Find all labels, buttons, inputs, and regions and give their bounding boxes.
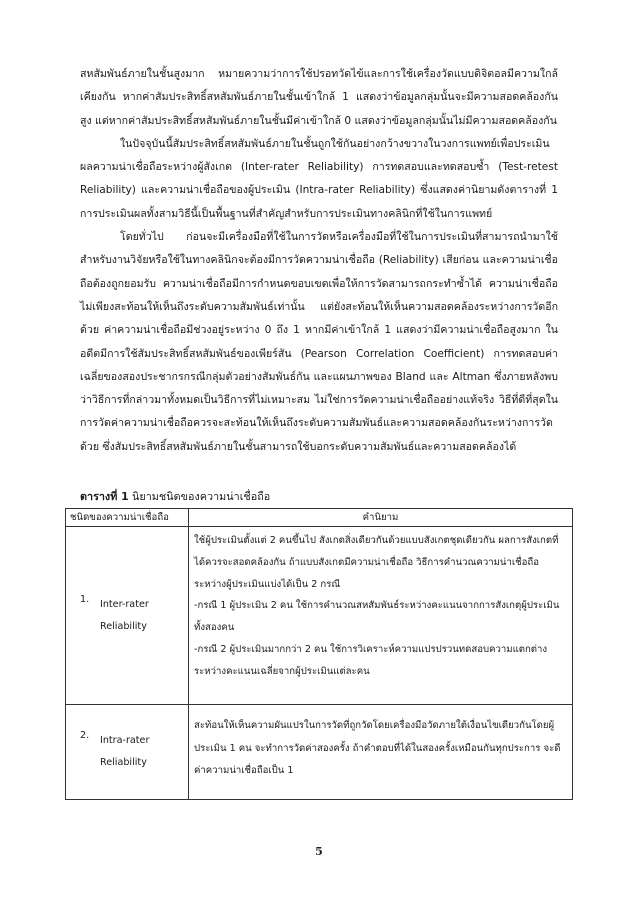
table-row	[66, 705, 573, 800]
definition-line: สะท้อนให้เห็นความผันแปรในการวัดที่ถูกวัดโดยเครื่องมือวัดภายใต้เงื่อนไขเดียวกันโดยผู้ประเมิน 1 คน จะทำการวัดค่าสองครั้ง ถ้าคำตอบที่ได้ในสองครั้งเหมือนกันทุกประการ จะดีค่าความน่าเชื่อถือเป็น 1	[194, 720, 561, 776]
table-caption-text: นิยามชนิดของความน่าเชื่อถือ	[128, 490, 271, 503]
page-number: 5	[315, 845, 323, 858]
type-name-line1: Inter-rater	[100, 598, 149, 610]
definition-line: -กรณี 2 ผู้ประเมินมากกว่า 2 คน ใช้การวิเคราะห์ความแปรปรวนทดสอบความแตกต่างระหว่างคะแนนเฉลี่ยจากผู้ประเมินแต่ละคน	[194, 643, 548, 677]
type-cell	[66, 527, 189, 705]
definition-cell	[189, 705, 573, 800]
paragraph-1: สหสัมพันธ์ภายในชั้นสูงมาก หมายความว่าการใช้ปรอทวัดไข้และการใช้เครื่องวัดแบบดิจิตอลมีความใกล้เคียงกัน หากค่าสัมประสิทธิ์สหสัมพันธ์ภายในชั้นเข้าใกล้ 1 แสดงว่าข้อมูลกลุ่มนั้นจะมีความสอดคล้องกันสูง แต่หากค่าสัมประสิทธิ์สหสัมพันธ์ภายในชั้นมีค่าเข้าใกล้ 0 แสดงว่าข้อมูลกลุ่มนั้นไม่มีความสอดคล้องกัน	[80, 68, 558, 127]
type-name-line1: Intra-rater	[100, 735, 150, 746]
definition-line: -กรณี 1 ผู้ประเมิน 2 คน ใช้การคำนวณสหสัมพันธ์ระหว่างคะแนนจากการสังเกตุผู้ประเมินทั้งสองคน	[194, 600, 560, 634]
header-definition: คำนิยาม	[189, 509, 573, 527]
table-header-row	[66, 509, 573, 527]
type-name-line2: Reliability	[100, 620, 147, 632]
table-caption-label: ตารางที่ 1	[80, 490, 129, 503]
table-row	[66, 527, 573, 705]
paragraph-3: โดยทั่วไป ก่อนจะมีเครื่องมือที่ใช้ในการวัดหรือเครื่องมือที่ใช้ในการประเมินที่สามารถนำมาใช้สำหรับงานวิจัยหรือใช้ในทางคลินิกจะต้องมีการวัดความน่าเชื่อถือ (Reliability) เสียก่อน และความน่าเชื่อถือต้องถูกยอมรับ ความน่าเชื่อถือมีการกำหนดขอบเขตเพื่อให้การวัดสามารถกระทำซ้ำได้ ความน่าเชื่อถือไม่เพียงสะท้อนให้เห็นถึงระดับความสัมพันธ์เท่านั้น แต่ยังสะท้อนให้เห็นความสอดคล้องระหว่างการวัดอีกด้วย ค่าความน่าเชื่อถือมีช่วงอยู่ระหว่าง 0 ถึง 1 หากมีค่าเข้าใกล้ 1 แสดงว่ามีความน่าเชื่อถือสูงมาก ในอดีตมีการใช้สัมประสิทธิ์สหสัมพันธ์ของเพียร์สัน (Pearson Correlation Coefficient) การทดสอบค่าเฉลี่ยของสองประชากรกรณีกลุ่มตัวอย่างสัมพันธ์กัน และแผนภาพของ Bland และ Altman ซึ่งภายหลังพบว่าวิธีการที่กล่าวมาทั้งหมดเป็นวิธีการที่ไม่เหมาะสม ไม่ใช่การวัดความน่าเชื่อถืออย่างแท้จริง วิธีที่ดีที่สุดในการวัดค่าความน่าเชื่อถือควรจะสะท้อนให้เห็นถึงระดับความสัมพันธ์และความสอดคล้องกันระหว่างการวัดด้วย ซึ่งสัมประสิทธิ์สหสัมพันธ์ภายในชั้นสามารถใช้บอกระดับความสัมพันธ์และความสอดคล้องได้	[80, 231, 558, 453]
row-number: 1.	[80, 593, 90, 605]
paragraph-2: ในปัจจุบันนี้สัมประสิทธิ์สหสัมพันธ์ภายในชั้นถูกใช้กันอย่างกว้างขวางในวงการแพทย์เพื่อประเมินผลความน่าเชื่อถือระหว่างผู้สังเกต (Inter-rater Reliability) การทดสอบและทดสอบซ้ำ (Test-retest Reliability) และความน่าเชื่อถือของผู้ประเมิน (Intra-rater Reliability) ซึ่งแสดงค่านิยามดังตารางที่ 1 การประเมินผลทั้งสามวิธีนี้เป็นพื้นฐานที่สำคัญสำหรับการประเมินทางคลินิกที่ใช้ในการแพทย์	[80, 137, 558, 220]
table-caption	[80, 488, 270, 505]
definition-table	[65, 508, 573, 800]
body-text	[80, 63, 558, 459]
row-number: 2.	[80, 730, 90, 741]
header-type: ชนิดของความน่าเชื่อถือ	[66, 509, 189, 527]
type-cell	[66, 705, 189, 800]
type-name-line2: Reliability	[100, 757, 147, 768]
definition-cell	[189, 527, 573, 705]
definition-line: ใช้ผู้ประเมินตั้งแต่ 2 คนขึ้นไป สังเกตสิ่งเดียวกันด้วยแบบสังเกตชุดเดียวกัน ผลการสังเกตที่ได้ควรจะสอดคล้องกัน ถ้าแบบสังเกตมีความน่าเชื่อถือ วิธีการคำนวณความน่าเชื่อถือระหว่างผู้ประเมินแบ่งได้เป็น 2 กรณี	[194, 535, 559, 590]
